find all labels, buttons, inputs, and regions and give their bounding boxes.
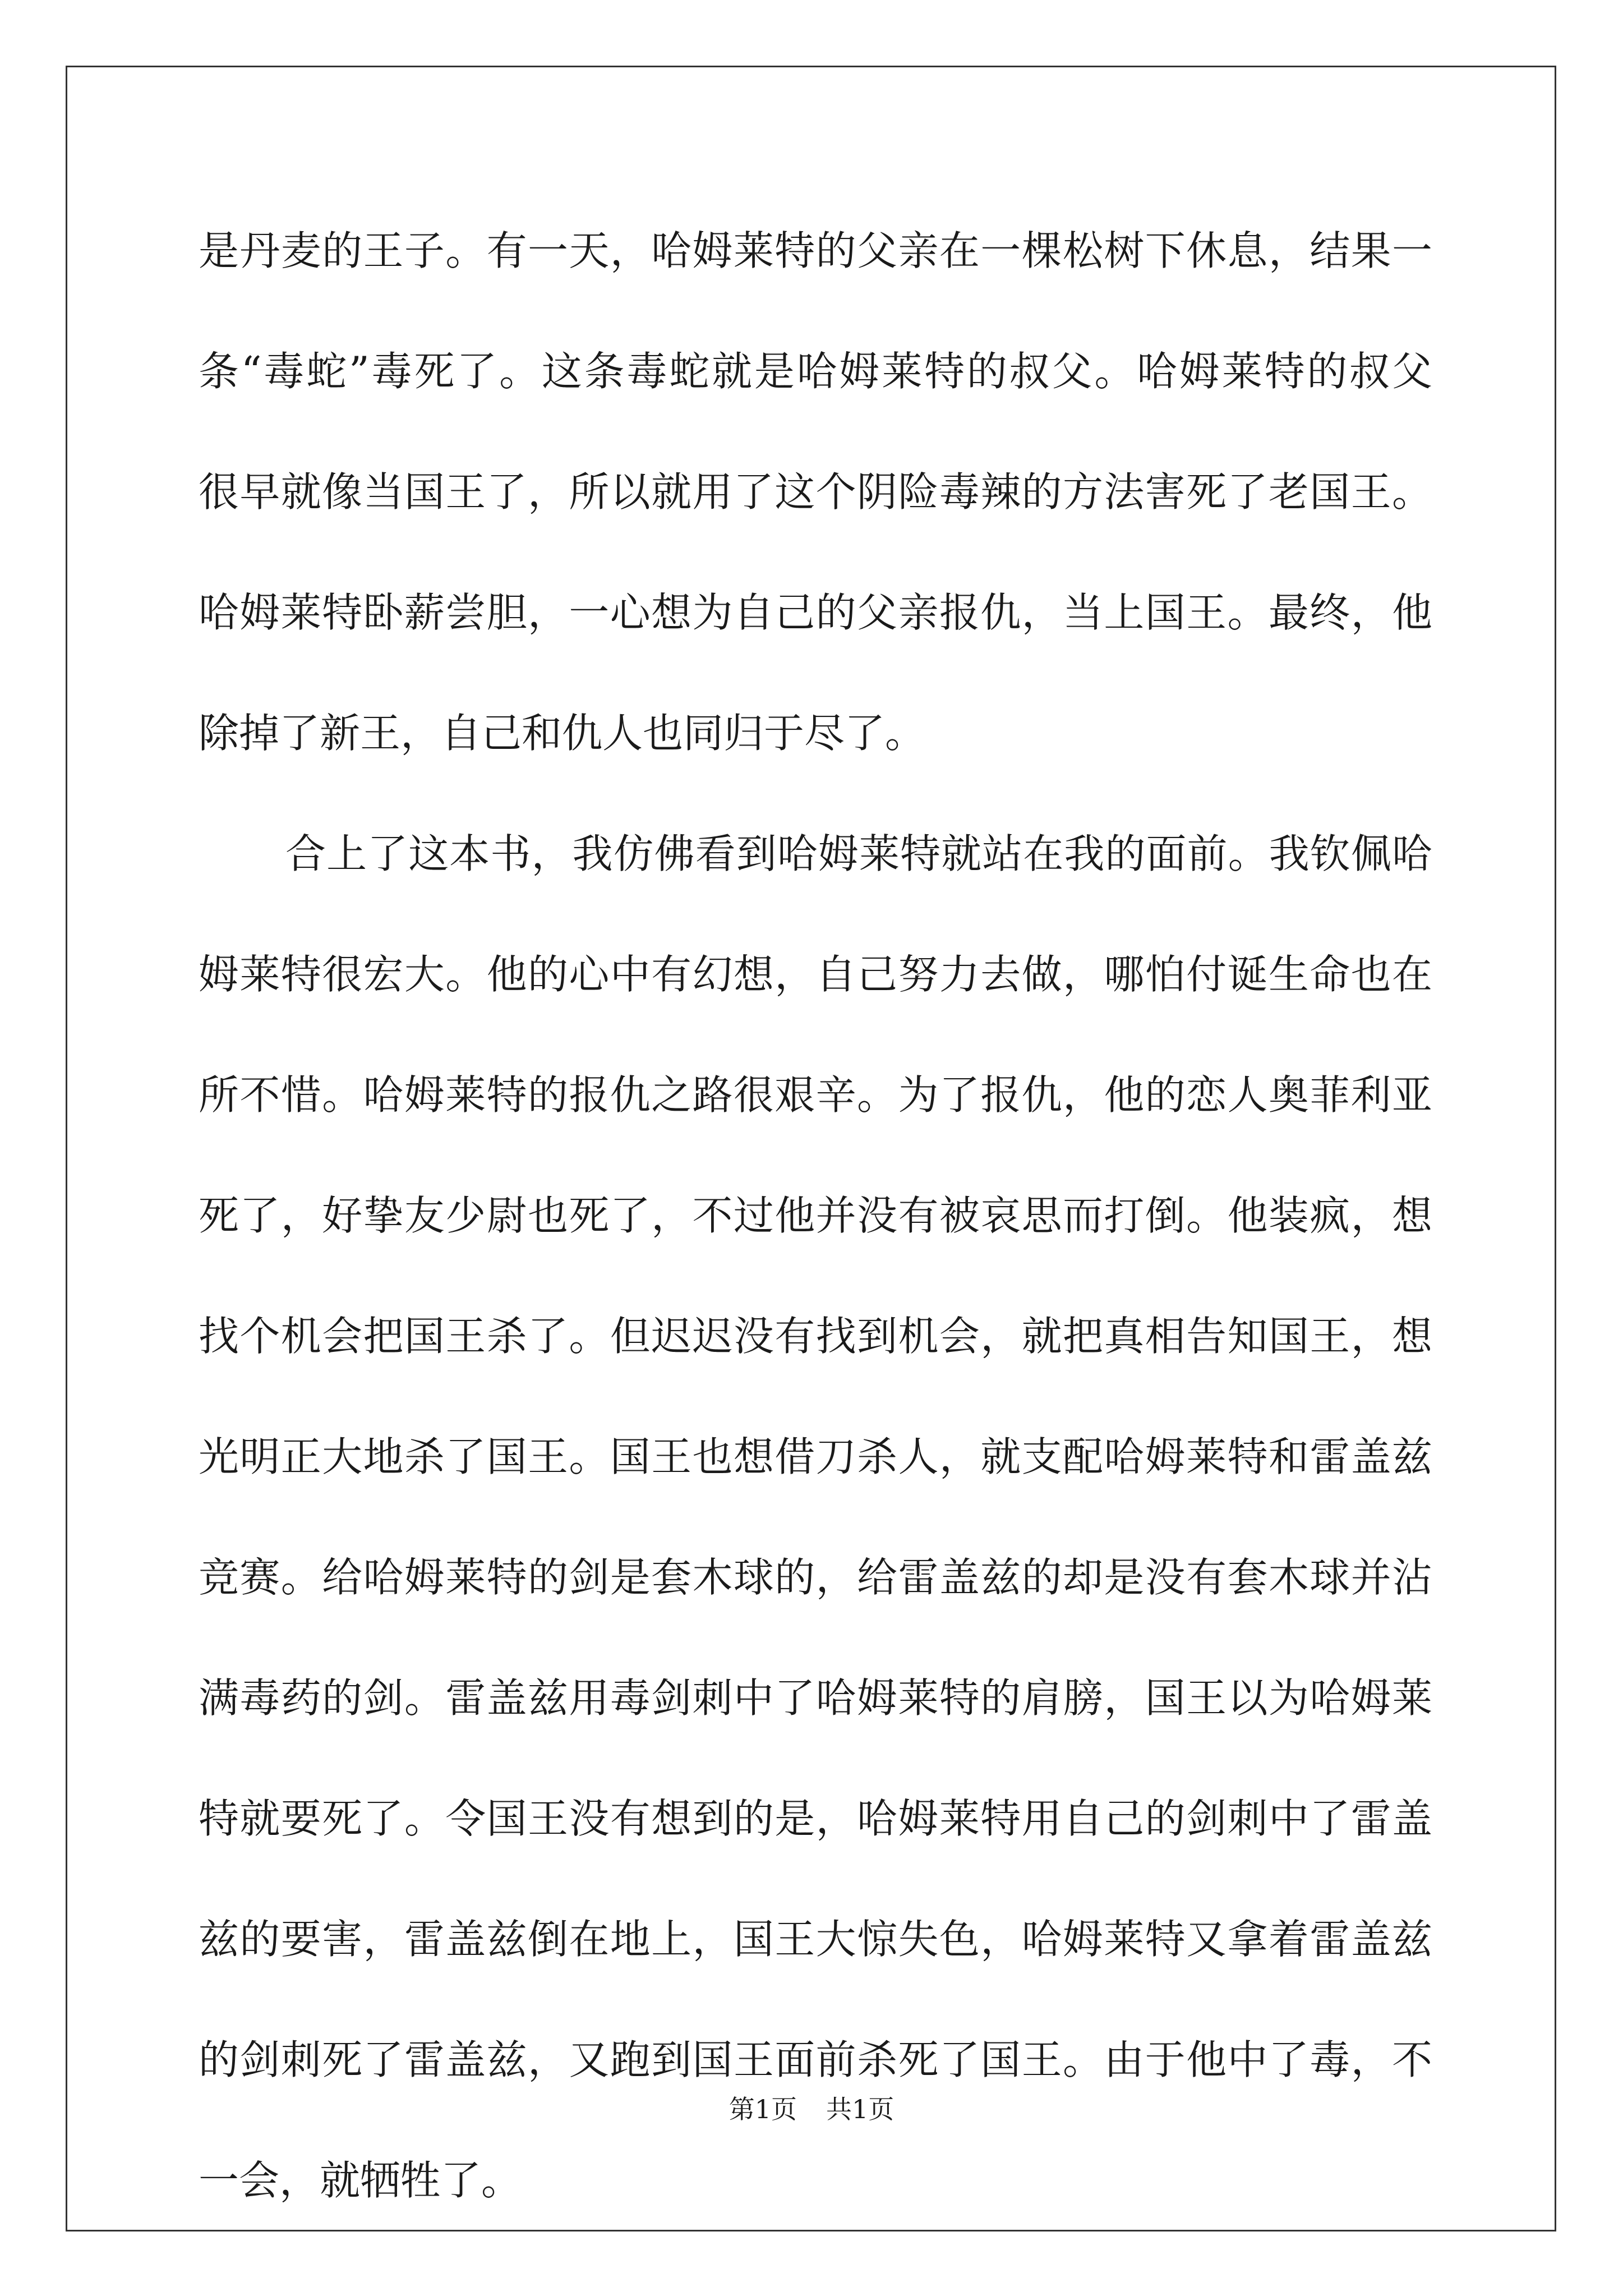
- page-number: 第1页: [728, 2094, 797, 2124]
- text-line: 光明正大地杀了国王。国王也想借刀杀人，就支配哈姆莱特和雷盖兹: [199, 1433, 1432, 1480]
- text-line: 兹的要害，雷盖兹倒在地上，国王大惊失色，哈姆莱特又拿着雷盖兹: [199, 1916, 1432, 1963]
- text-line: 姆莱特很宏大。他的心中有幻想，自己努力去做，哪怕付诞生命也在: [199, 951, 1432, 998]
- text-line: 所不惜。哈姆莱特的报仇之路很艰辛。为了报仇，他的恋人奥菲利亚: [199, 1071, 1432, 1119]
- text-line: 死了，好挚友少尉也死了，不过他并没有被哀思而打倒。他装疯，想: [199, 1192, 1432, 1239]
- document-body: [199, 191, 1432, 2241]
- text-line: 找个机会把国王杀了。但迟迟没有找到机会，就把真相告知国王，想: [199, 1313, 1432, 1360]
- text-line: 一会，就牺牲了。: [199, 2157, 522, 2204]
- text-line: 合上了这本书，我仿佛看到哈姆莱特就站在我的面前。我钦佩哈: [285, 830, 1432, 877]
- text-line: 哈姆莱特卧薪尝胆，一心想为自己的父亲报仇，当上国王。最终，他: [199, 589, 1432, 636]
- page-footer: [0, 2092, 1623, 2126]
- text-line: 很早就像当国王了，所以就用了这个阴险毒辣的方法害死了老国王。: [199, 468, 1432, 516]
- text-line: 竞赛。给哈姆莱特的剑是套木球的，给雷盖兹的却是没有套木球并沾: [199, 1554, 1432, 1601]
- text-line: 是丹麦的王子。有一天，哈姆莱特的父亲在一棵松树下休息，结果一: [199, 227, 1432, 274]
- text-line: 的剑刺死了雷盖兹，又跑到国王面前杀死了国王。由于他中了毒，不: [199, 2036, 1432, 2083]
- page-total: 共1页: [826, 2094, 895, 2124]
- text-line: 满毒药的剑。雷盖兹用毒剑刺中了哈姆莱特的肩膀，国王以为哈姆莱: [199, 1674, 1432, 1722]
- text-line: 除掉了新王，自己和仇人也同归于尽了。: [199, 710, 926, 757]
- text-line: 特就要死了。令国王没有想到的是，哈姆莱特用自己的剑刺中了雷盖: [199, 1795, 1432, 1842]
- text-line: 条“毒蛇”毒死了。这条毒蛇就是哈姆莱特的叔父。哈姆莱特的叔父: [199, 348, 1432, 395]
